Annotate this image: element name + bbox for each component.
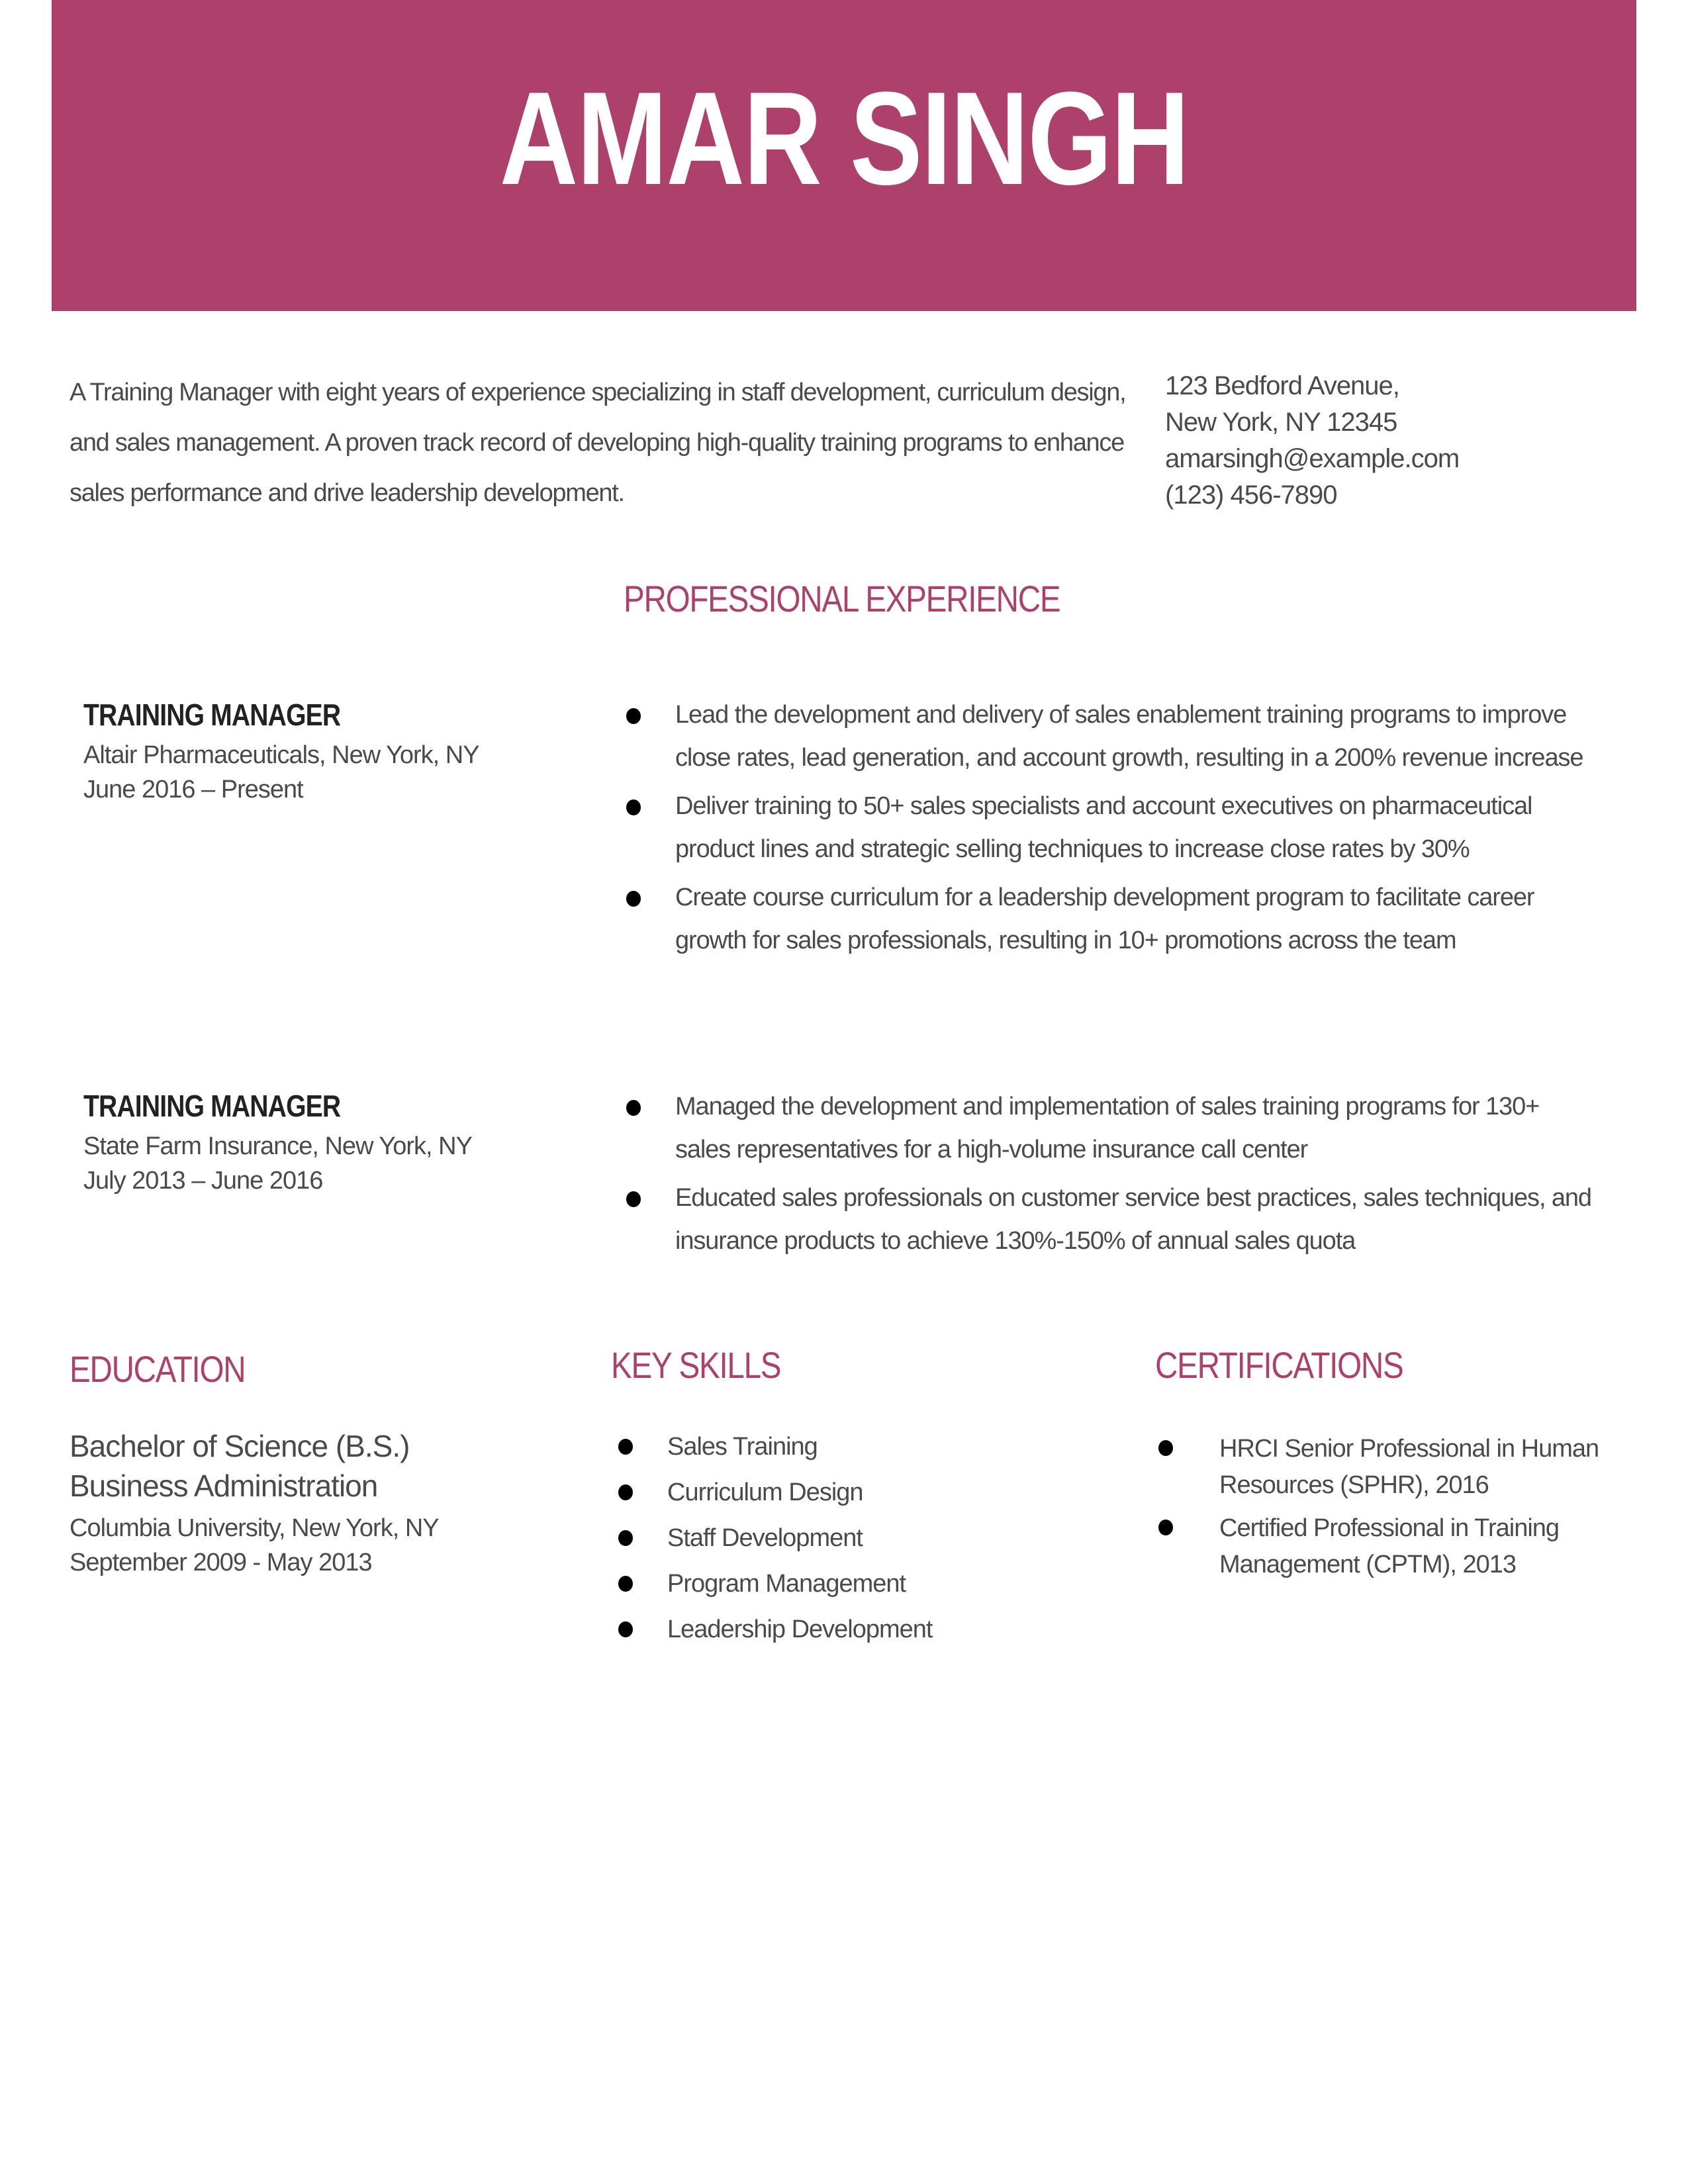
- job-2-info: [83, 1088, 472, 1198]
- job-1-bullets: [626, 694, 1599, 968]
- bullet-icon: [618, 1621, 633, 1637]
- contact-info: [1165, 368, 1459, 514]
- school: Columbia University, New York, NY: [70, 1514, 439, 1542]
- job-title: TRAINING MANAGER: [83, 1089, 341, 1123]
- summary: A Training Manager with eight years of experience specializing in staff development, curriculum design, and sales management. A proven track record of developing high-quality training programs to enhance sales performance and drive leadership development.: [70, 379, 1126, 507]
- skills-list: [618, 1424, 1015, 1653]
- list-item: Create course curriculum for a leadership development program to facilitate career growth for sales professionals, resulting in 10+ promotions across the team: [626, 876, 1599, 962]
- job-company: State Farm Insurance, New York, NY: [83, 1132, 472, 1160]
- degree: Bachelor of Science (B.S.): [70, 1429, 410, 1463]
- job-dates: June 2016 – Present: [83, 776, 303, 803]
- address-line1: 123 Bedford Avenue,: [1165, 371, 1399, 400]
- list-item: Program Management: [618, 1561, 1015, 1607]
- bullet-icon: [618, 1484, 633, 1500]
- certifications-list: [1158, 1431, 1622, 1590]
- list-item: Lead the development and delivery of sales enablement training programs to improve close rates, lead generation, and account growth, resulting in a 200% revenue increase: [626, 694, 1599, 780]
- experience-heading: PROFESSIONAL EXPERIENCE: [624, 578, 1060, 619]
- education-block: [70, 1426, 439, 1580]
- bullet-icon: [618, 1576, 633, 1592]
- job-2-bullets: [626, 1085, 1599, 1268]
- list-item: Certified Professional in Training Management (CPTM), 2013: [1158, 1510, 1622, 1583]
- list-item: Managed the development and implementation of sales training programs for 130+ sales representatives for a high-volume insurance call center: [626, 1085, 1599, 1171]
- email: amarsingh@example.com: [1165, 444, 1460, 473]
- candidate-name: AMAR SINGH: [499, 65, 1189, 212]
- bullet-icon: [626, 891, 641, 907]
- bullet-icon: [626, 708, 641, 724]
- bullet-icon: [1158, 1440, 1173, 1456]
- list-item: Sales Training: [618, 1424, 1015, 1470]
- education-dates: September 2009 - May 2013: [70, 1549, 372, 1576]
- bullet-icon: [618, 1439, 633, 1455]
- list-item: Educated sales professionals on customer service best practices, sales techniques, and insurance products to achieve 130%-150% of annual sales quota: [626, 1177, 1599, 1263]
- list-item: Deliver training to 50+ sales specialists and account executives on pharmaceutical product lines and strategic selling techniques to increase close rates by 30%: [626, 785, 1599, 871]
- bullet-icon: [1158, 1520, 1173, 1535]
- job-company: Altair Pharmaceuticals, New York, NY: [83, 741, 479, 769]
- list-item: HRCI Senior Professional in Human Resources (SPHR), 2016: [1158, 1431, 1622, 1504]
- skills-heading: KEY SKILLS: [611, 1344, 781, 1386]
- job-dates: July 2013 – June 2016: [83, 1167, 323, 1195]
- job-1-info: [83, 697, 479, 807]
- header-banner: [52, 0, 1636, 311]
- list-item: Curriculum Design: [618, 1470, 1015, 1516]
- certifications-heading: CERTIFICATIONS: [1155, 1344, 1403, 1386]
- bullet-icon: [626, 799, 641, 815]
- education-heading: EDUCATION: [70, 1348, 246, 1390]
- list-item: Staff Development: [618, 1516, 1015, 1561]
- bullet-icon: [626, 1191, 641, 1207]
- bullet-icon: [618, 1530, 633, 1546]
- job-title: TRAINING MANAGER: [83, 698, 341, 732]
- bullet-icon: [626, 1100, 641, 1116]
- address-line2: New York, NY 12345: [1165, 408, 1397, 437]
- list-item: Leadership Development: [618, 1607, 1015, 1653]
- phone: (123) 456-7890: [1165, 480, 1337, 510]
- major: Business Administration: [70, 1469, 378, 1503]
